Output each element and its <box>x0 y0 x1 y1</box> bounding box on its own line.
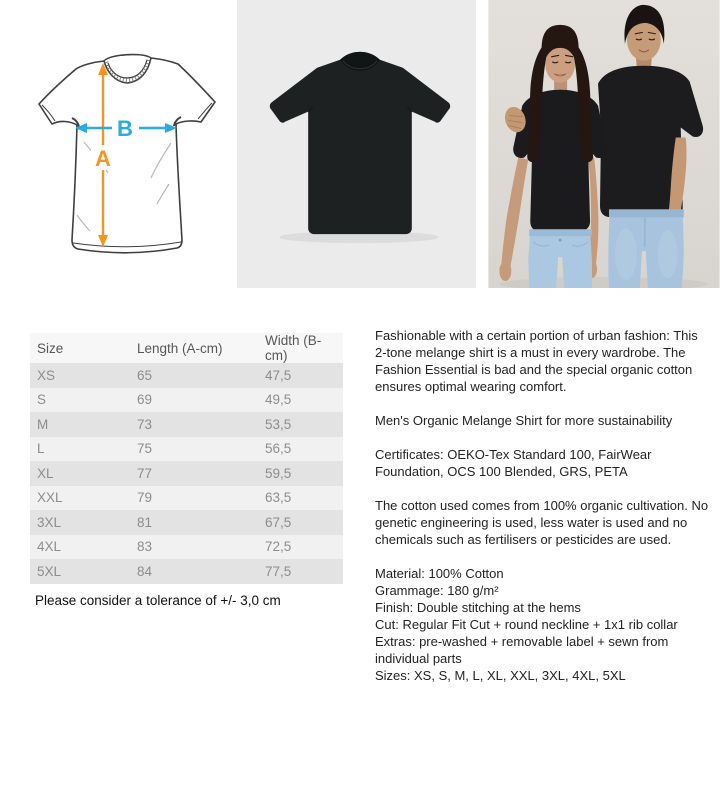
spec-line-cut: Cut: Regular Fit Cut + round neckline + 1x1 rib collar <box>375 617 678 632</box>
size-cell: 5XL <box>30 559 130 584</box>
spec-line-material: Material: 100% Cotton <box>375 566 504 581</box>
size-cell: L <box>30 437 130 462</box>
column-header-size: Size <box>30 333 130 363</box>
spec-line-grammage: Grammage: 180 g/m² <box>375 583 499 598</box>
table-row <box>30 510 343 535</box>
size-table <box>30 333 343 584</box>
man-jeans-waistband <box>609 209 684 217</box>
collar-back-inner-line <box>107 55 148 59</box>
spec-line-finish: Finish: Double stitching at the hems <box>375 600 581 615</box>
spec-line-sizes: Sizes: XS, S, M, L, XL, XXL, 3XL, 4XL, 5XL <box>375 668 626 683</box>
description-paragraph: The cotton used comes from 100% organic cultivation. No genetic engineering is used, less water is used and no chemicals such as fertilisers or pesticides are used. <box>375 498 709 547</box>
product-description <box>375 327 710 684</box>
spec-list <box>375 565 710 684</box>
length-cell: 83 <box>130 535 258 560</box>
description-paragraph: Men's Organic Melange Shirt for more sustainability <box>375 413 673 428</box>
length-cell: 79 <box>130 486 258 511</box>
man-jeans-wash-left <box>615 228 637 280</box>
tshirt-outline <box>39 58 215 253</box>
table-row <box>30 437 343 462</box>
width-cell: 77,5 <box>258 559 343 584</box>
length-cell: 65 <box>130 363 258 388</box>
width-label-b: B <box>117 116 133 141</box>
size-cell: 4XL <box>30 535 130 560</box>
table-row <box>30 461 343 486</box>
length-cell: 73 <box>130 412 258 437</box>
size-cell: XS <box>30 363 130 388</box>
width-cell: 56,5 <box>258 437 343 462</box>
width-cell: 59,5 <box>258 461 343 486</box>
size-cell: XL <box>30 461 130 486</box>
table-row <box>30 412 343 437</box>
size-cell: M <box>30 412 130 437</box>
width-cell: 47,5 <box>258 363 343 388</box>
width-cell: 53,5 <box>258 412 343 437</box>
spec-line-extras: Extras: pre-washed + removable label + sewn from individual parts <box>375 634 669 666</box>
size-table-header-row <box>30 333 343 363</box>
width-cell: 63,5 <box>258 486 343 511</box>
length-cell: 81 <box>130 510 258 535</box>
man-jeans-wash-right <box>658 230 678 278</box>
flat-black-tshirt <box>237 0 476 288</box>
product-photo-models <box>488 0 720 288</box>
description-paragraph: Certificates: OEKO-Tex Standard 100, FairWear Foundation, OCS 100 Blended, GRS, PETA <box>375 447 652 479</box>
length-cell: 75 <box>130 437 258 462</box>
column-header-length: Length (A-cm) <box>130 333 258 363</box>
product-photo-flat <box>237 0 476 288</box>
size-measurement-diagram <box>20 12 230 267</box>
table-row <box>30 535 343 560</box>
length-label-a: A <box>95 146 111 171</box>
width-cell: 49,5 <box>258 388 343 413</box>
tshirt-line-drawing <box>20 12 230 267</box>
table-row <box>30 486 343 511</box>
table-row <box>30 363 343 388</box>
width-cell: 67,5 <box>258 510 343 535</box>
length-cell: 77 <box>130 461 258 486</box>
size-cell: 3XL <box>30 510 130 535</box>
width-cell: 72,5 <box>258 535 343 560</box>
size-cell: XXL <box>30 486 130 511</box>
size-cell: S <box>30 388 130 413</box>
table-row <box>30 388 343 413</box>
description-paragraph: Fashionable with a certain portion of urban fashion: This 2-tone melange shirt is a must in every wardrobe. The Fashion Essential is bad and the special organic cotton ensures optimal wearing comfort. <box>375 328 698 394</box>
length-cell: 69 <box>130 388 258 413</box>
woman-jeans-button <box>559 239 562 242</box>
woman-jeans-waistband <box>529 229 592 236</box>
table-row <box>30 559 343 584</box>
tolerance-note: Please consider a tolerance of +/- 3,0 cm <box>35 593 281 608</box>
length-cell: 84 <box>130 559 258 584</box>
models-photo <box>488 0 720 288</box>
column-header-width: Width (B-cm) <box>258 333 343 363</box>
woman-right-hand <box>499 261 511 281</box>
